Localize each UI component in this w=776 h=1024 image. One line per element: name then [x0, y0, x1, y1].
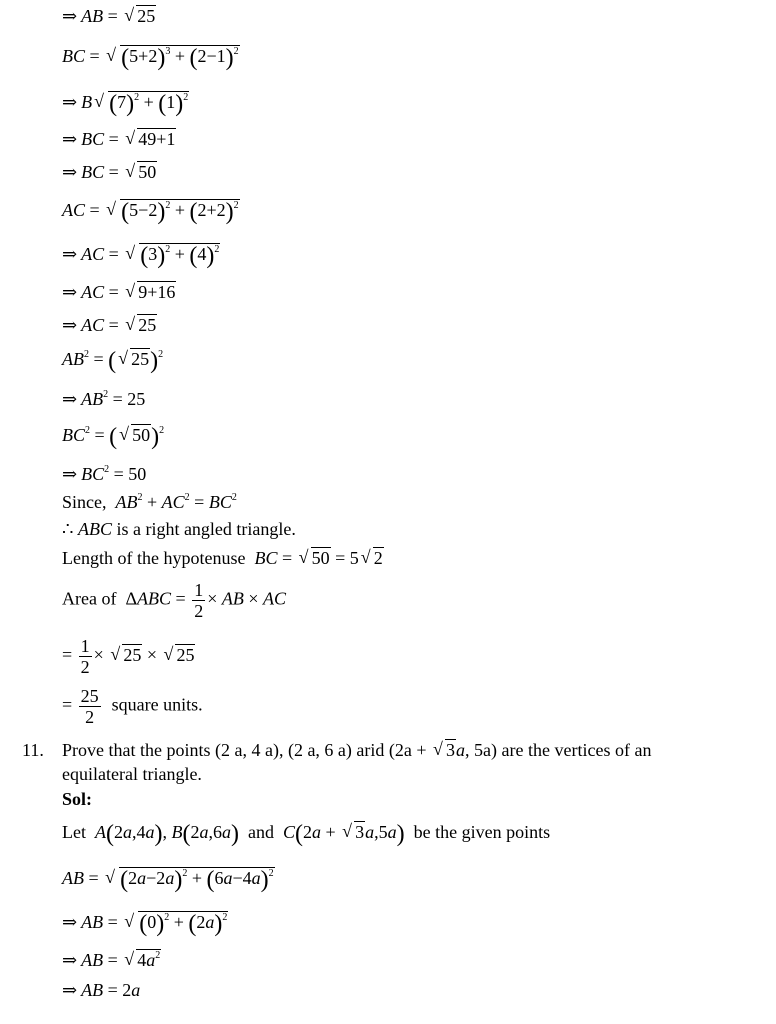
eq-ac-formula: AC = √ $(5-2)^2 + (2+2)^2$: [62, 198, 240, 222]
eq-ab-distance: AB = √ $(2a-2a)^2 + (6a-4a)^2$: [62, 866, 275, 890]
therefore-line: ∴ ABC is a right angled triangle.: [62, 519, 296, 539]
eq-ab-2a: ⇒ AB = 2a: [62, 980, 141, 1000]
sol-heading: Sol:: [62, 789, 93, 809]
area-line: Area of ΔABC = $\frac{1}{2}$ × AB × AC: [62, 580, 287, 621]
eq-ac-step2: ⇒ AC = √ 9+16: [62, 280, 176, 304]
question-number: 11.: [22, 740, 44, 760]
eq-ac-step1: ⇒ AC = √ $(3)^2 + (4)^2$: [62, 242, 220, 266]
hypotenuse-line: Length of the hypotenuse BC = √ 50 = 5√ 2: [62, 546, 384, 570]
let-points-line: Let A(2a,4a), B(2a,6a) and C(2a + √ 3a,5a) be the given points: [62, 820, 550, 846]
area-step: = $\frac{1}{2}$ × √ 25 × √ 25: [62, 636, 195, 677]
since-line: Since, $AB^2 + AC^2 = BC^2$: [62, 492, 237, 512]
eq-bc-step2: ⇒ BC = √ 49+1: [62, 127, 176, 151]
eq-ab-4a2: ⇒ AB = √ $4a^2$: [62, 948, 161, 972]
eq-bc-squared-value: ⇒ $BC^2 = 50$: [62, 464, 147, 484]
eq-ac-sqrt25: ⇒ AC = √ 25: [62, 313, 157, 337]
area-result: = $\frac{25}{2}$ square units.: [62, 686, 203, 727]
eq-ab-squared-value: ⇒ $AB^2 = 25$: [62, 389, 146, 409]
question-11-text-cont: equilateral triangle.: [62, 764, 202, 784]
eq-ab-sqrt25: ⇒ AB = √ 25: [62, 4, 156, 28]
question-11-text: Prove that the points (2 a, 4 a), (2 a, 6 a) arid (2a + √ 3a, 5a) are the vertices of an: [62, 738, 651, 762]
eq-ab-squared: $AB^2$ = (√ 25)$^2$: [62, 347, 163, 373]
eq-bc-formula: BC = √ $(5+2)^3 + (2-1)^2$: [62, 44, 240, 68]
eq-ab-distance-step: ⇒ AB = √ $(0)^2 + (2a)^2$: [62, 910, 228, 934]
eq-bc-squared: $BC^2$ = (√ 50)$^2$: [62, 423, 164, 449]
eq-bc-step1: ⇒ B√ $(7)^2 + (1)^2$: [62, 90, 189, 114]
eq-bc-sqrt50: ⇒ BC = √ 50: [62, 160, 157, 184]
